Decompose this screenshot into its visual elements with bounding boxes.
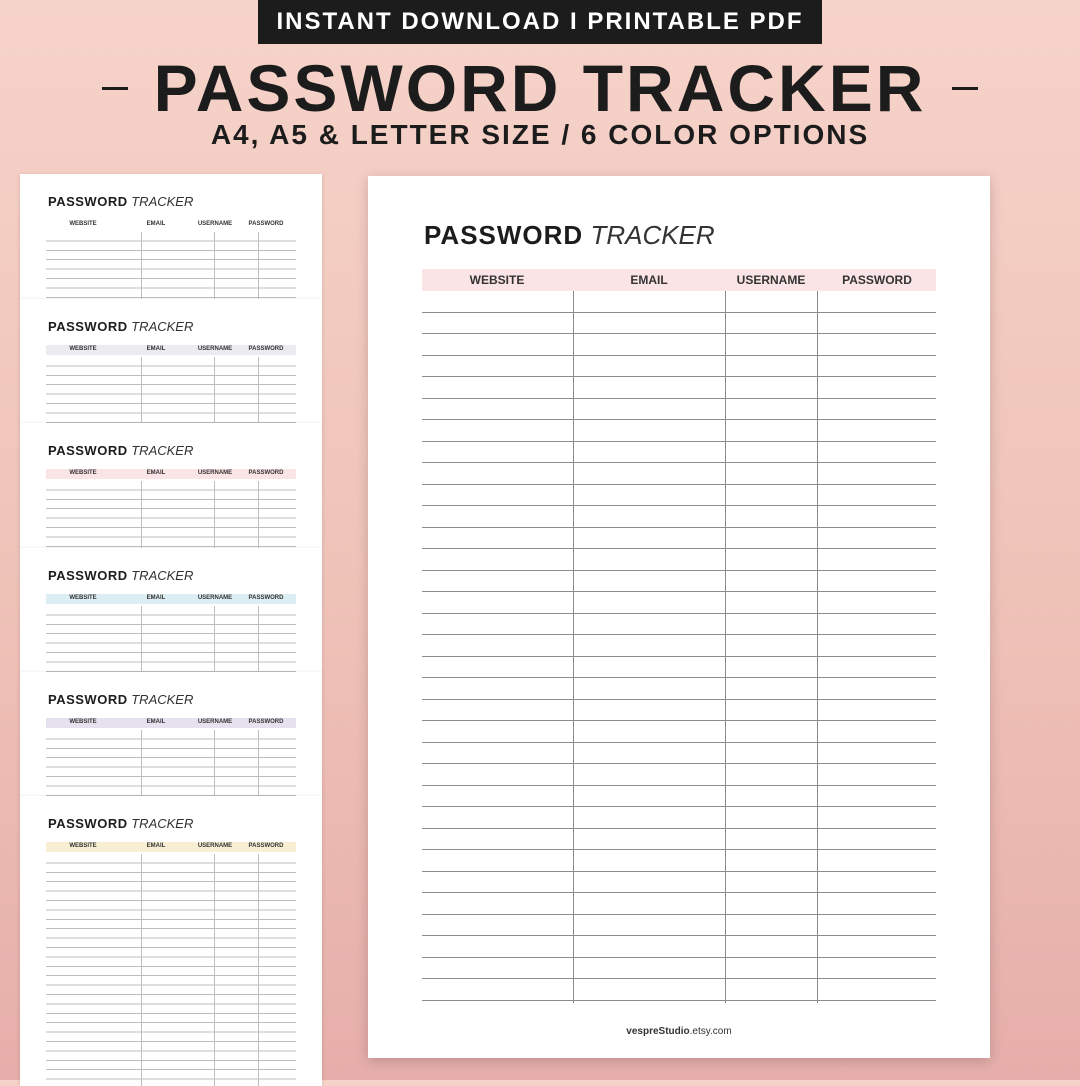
thumbnail-col-header: PASSWORD: [248, 595, 284, 601]
table-row: [422, 442, 936, 464]
thumbnail-col-divider: [141, 854, 142, 1086]
sheet-title: [424, 220, 715, 251]
thumbnail-col-header: USERNAME: [197, 719, 233, 725]
thumbnail-col-header: USERNAME: [197, 221, 233, 227]
table-row: [422, 764, 936, 786]
table-row: [422, 700, 936, 722]
thumbnail-title: [48, 443, 193, 458]
thumbnail-col-header: EMAIL: [146, 346, 166, 352]
table-row: [422, 334, 936, 356]
table-row: [422, 549, 936, 571]
thumbnail-col-header: PASSWORD: [248, 843, 284, 849]
table-row: [422, 743, 936, 765]
table-row: [422, 635, 936, 657]
thumbnail-col-header: USERNAME: [197, 843, 233, 849]
table-row: [422, 958, 936, 980]
thumbnail-col-header: WEBSITE: [69, 843, 97, 849]
thumbnail-title-italic: TRACKER: [131, 319, 194, 334]
table-row: [422, 979, 936, 1001]
thumbnail-col-divider: [214, 357, 215, 424]
thumbnail-col-divider: [258, 730, 259, 797]
thumbnail-col-header: USERNAME: [197, 470, 233, 476]
table-rows: [422, 291, 936, 1003]
thumbnail-col-header: EMAIL: [146, 719, 166, 725]
thumbnail-col-header: EMAIL: [146, 221, 166, 227]
thumbnail-title-bold: PASSWORD: [48, 319, 128, 334]
table-row: [422, 829, 936, 851]
table-row: [422, 614, 936, 636]
thumbnail-sheet: [20, 796, 322, 1086]
table-row: [422, 485, 936, 507]
thumbnail-header: [46, 469, 296, 479]
col-divider: [573, 291, 574, 1003]
sheet-title-bold: PASSWORD: [424, 220, 584, 250]
table-row: [422, 678, 936, 700]
thumbnail-col-divider: [141, 606, 142, 673]
thumbnail-col-divider: [141, 357, 142, 424]
thumbnail-title-italic: TRACKER: [131, 194, 194, 209]
table-row: [422, 377, 936, 399]
thumbnail-col-header: USERNAME: [197, 595, 233, 601]
thumbnail-col-header: USERNAME: [197, 346, 233, 352]
table-row: [422, 786, 936, 808]
table-row: [422, 528, 936, 550]
thumbnail-col-divider: [214, 481, 215, 548]
thumbnail-sheet: [20, 423, 322, 548]
table-row: [422, 915, 936, 937]
table-row: [422, 936, 936, 958]
col-divider: [725, 291, 726, 1003]
thumbnail-title-bold: PASSWORD: [48, 443, 128, 458]
thumbnail-header: [46, 594, 296, 604]
thumbnail-col-header: PASSWORD: [248, 719, 284, 725]
table-row: [422, 313, 936, 335]
thumbnail-sheet: [20, 548, 322, 673]
thumbnail-col-divider: [258, 606, 259, 673]
thumbnail-col-header: WEBSITE: [69, 221, 97, 227]
thumbnail-col-header: WEBSITE: [69, 346, 97, 352]
table-row: [422, 657, 936, 679]
thumbnail-col-divider: [214, 606, 215, 673]
thumbnail-title-italic: TRACKER: [131, 568, 194, 583]
thumbnail-title: [48, 568, 193, 583]
thumbnail-col-divider: [141, 730, 142, 797]
thumbnail-col-header: PASSWORD: [248, 346, 284, 352]
thumbnail-title-bold: PASSWORD: [48, 194, 128, 209]
sheet-title-italic: TRACKER: [590, 220, 715, 250]
footer-brand: vespreStudio: [626, 1026, 690, 1037]
thumbnail-col-divider: [141, 481, 142, 548]
col-divider: [817, 291, 818, 1003]
top-banner: INSTANT DOWNLOAD I PRINTABLE PDF: [258, 0, 822, 44]
table-row: [422, 463, 936, 485]
main-title-text: PASSWORD TRACKER: [153, 51, 927, 125]
table-header: [422, 269, 936, 291]
thumbnail-col-divider: [258, 357, 259, 424]
table-row: [422, 721, 936, 743]
table-row: [422, 893, 936, 915]
table-row: [422, 872, 936, 894]
thumbnail-col-divider: [214, 854, 215, 1086]
col-header-website: WEBSITE: [469, 273, 525, 287]
thumbnail-col-divider: [214, 232, 215, 299]
thumbnail-sheet: [20, 174, 322, 299]
thumbnail-col-header: WEBSITE: [69, 470, 97, 476]
thumbnail-sheet: [20, 299, 322, 424]
thumbnail-col-divider: [141, 232, 142, 299]
title-dash-right: [952, 87, 978, 90]
thumbnail-header: [46, 220, 296, 230]
thumbnail-col-divider: [258, 854, 259, 1086]
thumbnail-title-bold: PASSWORD: [48, 816, 128, 831]
thumbnail-col-header: EMAIL: [146, 843, 166, 849]
thumbnail-title: [48, 692, 193, 707]
table-row: [422, 592, 936, 614]
thumbnail-header: [46, 718, 296, 728]
thumbnail-col-divider: [258, 481, 259, 548]
thumbnail-col-header: WEBSITE: [69, 719, 97, 725]
thumbnail-title: [48, 816, 193, 831]
table-row: [422, 399, 936, 421]
thumbnail-title-italic: TRACKER: [131, 692, 194, 707]
subtitle: A4, A5 & LETTER SIZE / 6 COLOR OPTIONS: [210, 119, 870, 150]
footer-credit: [368, 1026, 990, 1037]
thumbnail-title-bold: PASSWORD: [48, 692, 128, 707]
col-header-username: USERNAME: [736, 273, 806, 287]
table-row: [422, 571, 936, 593]
thumbnail-col-divider: [258, 232, 259, 299]
title-dash-left: [102, 87, 128, 90]
thumbnail-col-header: WEBSITE: [69, 595, 97, 601]
thumbnail-col-divider: [214, 730, 215, 797]
thumbnail-header: [46, 345, 296, 355]
thumbnail-title-bold: PASSWORD: [48, 568, 128, 583]
table-row: [422, 850, 936, 872]
table-row: [422, 356, 936, 378]
large-preview-sheet: [368, 176, 990, 1058]
thumbnail-col-header: EMAIL: [146, 595, 166, 601]
footer-domain: .etsy.com: [689, 1026, 732, 1037]
thumbnail-header: [46, 842, 296, 852]
table-row: [422, 807, 936, 829]
thumbnail-col-header: EMAIL: [146, 470, 166, 476]
main-title: [0, 52, 1080, 124]
col-header-email: EMAIL: [630, 273, 668, 287]
thumbnail-title-italic: TRACKER: [131, 816, 194, 831]
col-header-password: PASSWORD: [842, 273, 912, 287]
thumbnail-title: [48, 319, 193, 334]
thumbnail-title-italic: TRACKER: [131, 443, 194, 458]
thumbnail-sheet: [20, 672, 322, 797]
table-row: [422, 420, 936, 442]
thumbnail-col-header: PASSWORD: [248, 221, 284, 227]
table-row: [422, 291, 936, 313]
thumbnail-title: [48, 194, 193, 209]
table-row: [422, 506, 936, 528]
thumbnail-col-header: PASSWORD: [248, 470, 284, 476]
